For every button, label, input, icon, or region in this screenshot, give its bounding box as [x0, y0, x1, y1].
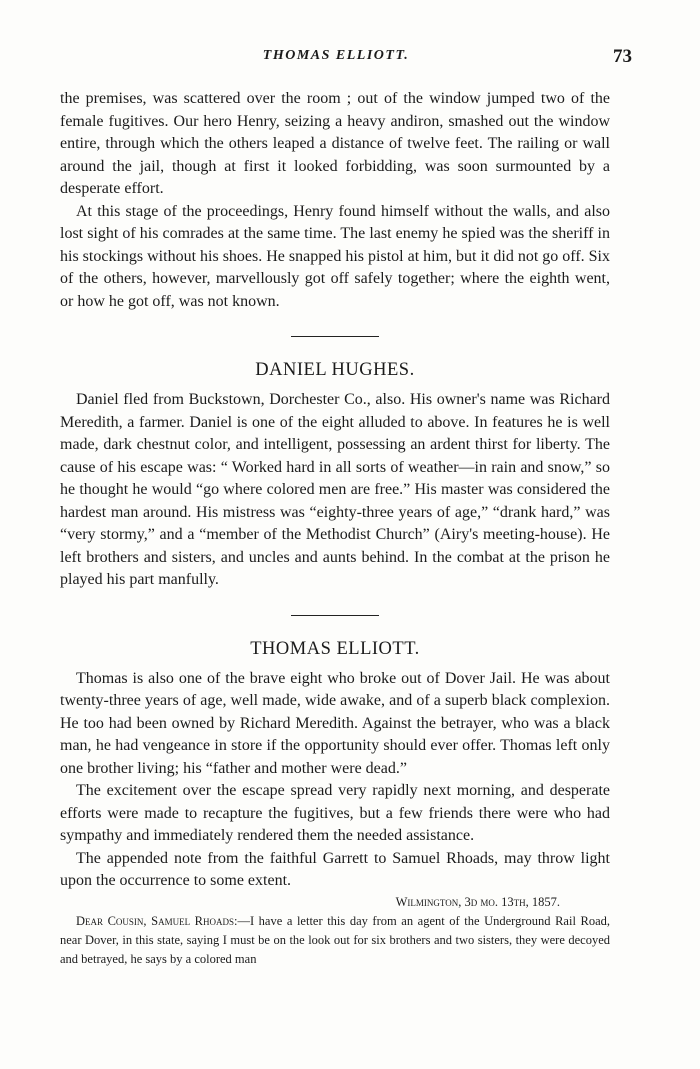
- thomas-paragraph: The excitement over the escape spread very rapidly next morning, and desperate efforts were made to recapture the fugitives, but a few friends there were who had sympathy and immediately rendered them the needed assistance.: [60, 782, 610, 844]
- running-title: THOMAS ELLIOTT.: [262, 48, 410, 63]
- section-divider: [291, 336, 379, 337]
- thomas-paragraph: Thomas is also one of the brave eight who broke out of Dover Jail. He was about twenty-three years of age, well made, wide awake, and of a superb black complexion. He too had been owned by Richard Meredith. Against the betrayer, who was a black man, he had vengeance in store if the opportunity should ever offer. Thomas left only one brother living; his “father and mother were dead.”: [60, 669, 610, 777]
- page-number: 73: [613, 46, 632, 67]
- section-heading-daniel-hughes: DANIEL HUGHES.: [255, 360, 415, 380]
- letter-dateline: Wilmington, 3d mo. 13th, 1857.: [395, 894, 560, 909]
- continuation-paragraph: At this stage of the proceedings, Henry found himself without the walls, and also lost sight of his comrades at the same time. The last enemy he spied was the sheriff in his stockings without his shoes. He snapped his pistol at him, but it did not go off. Six of the others, however, marvellously got off safely together; where the eighth went, or how he got off, was not known.: [60, 202, 610, 310]
- daniel-paragraph: Daniel fled from Buckstown, Dorchester Co., also. His owner's name was Richard Meredith, a farmer. Daniel is one of the eight alluded to above. In features he is well made, dark chestnut color, and intelligent, possessing an ardent thirst for liberty. The cause of his escape was: “ Worked hard in all sorts of weather—in rain and snow,” so he thought he would “go where colored men are free.” His master was considered the hardest man around. His mistress was “eighty-three years of age,” “drank hard,” was “very stormy,” and a “member of the Methodist Church” (Airy's meeting-house). He left brothers and sisters, and uncles and aunts behind. In the combat at the prison he played his part manfully.: [60, 391, 610, 588]
- thomas-paragraph: The appended note from the faithful Garrett to Samuel Rhoads, may throw light upon the occurrence to some extent.: [60, 849, 610, 889]
- letter-body: :—I have a letter this day from an agent of the Underground Rail Road, near Dover, in this state, saying I must be on the look out for six brothers and two sisters, they were decoyed and betrayed, he says by a colored man: [60, 913, 611, 966]
- section-heading-thomas-elliott: THOMAS ELLIOTT.: [250, 638, 420, 659]
- letter-text: [60, 912, 610, 969]
- running-head: [60, 46, 632, 72]
- letter-salutation: Dear Cousin, Samuel Rhoads: [76, 913, 234, 928]
- body-text: [60, 88, 610, 969]
- continuation-paragraph: the premises, was scattered over the room ; out of the window jumped two of the female fugitives. Our hero Henry, seizing a heavy andiron, smashed out the window entire, through which the others leaped a distance of twelve feet. The railing or wall around the jail, though at first it looked forbidding, was soon surmounted by a desperate effort.: [60, 90, 610, 197]
- section-divider: [291, 615, 379, 616]
